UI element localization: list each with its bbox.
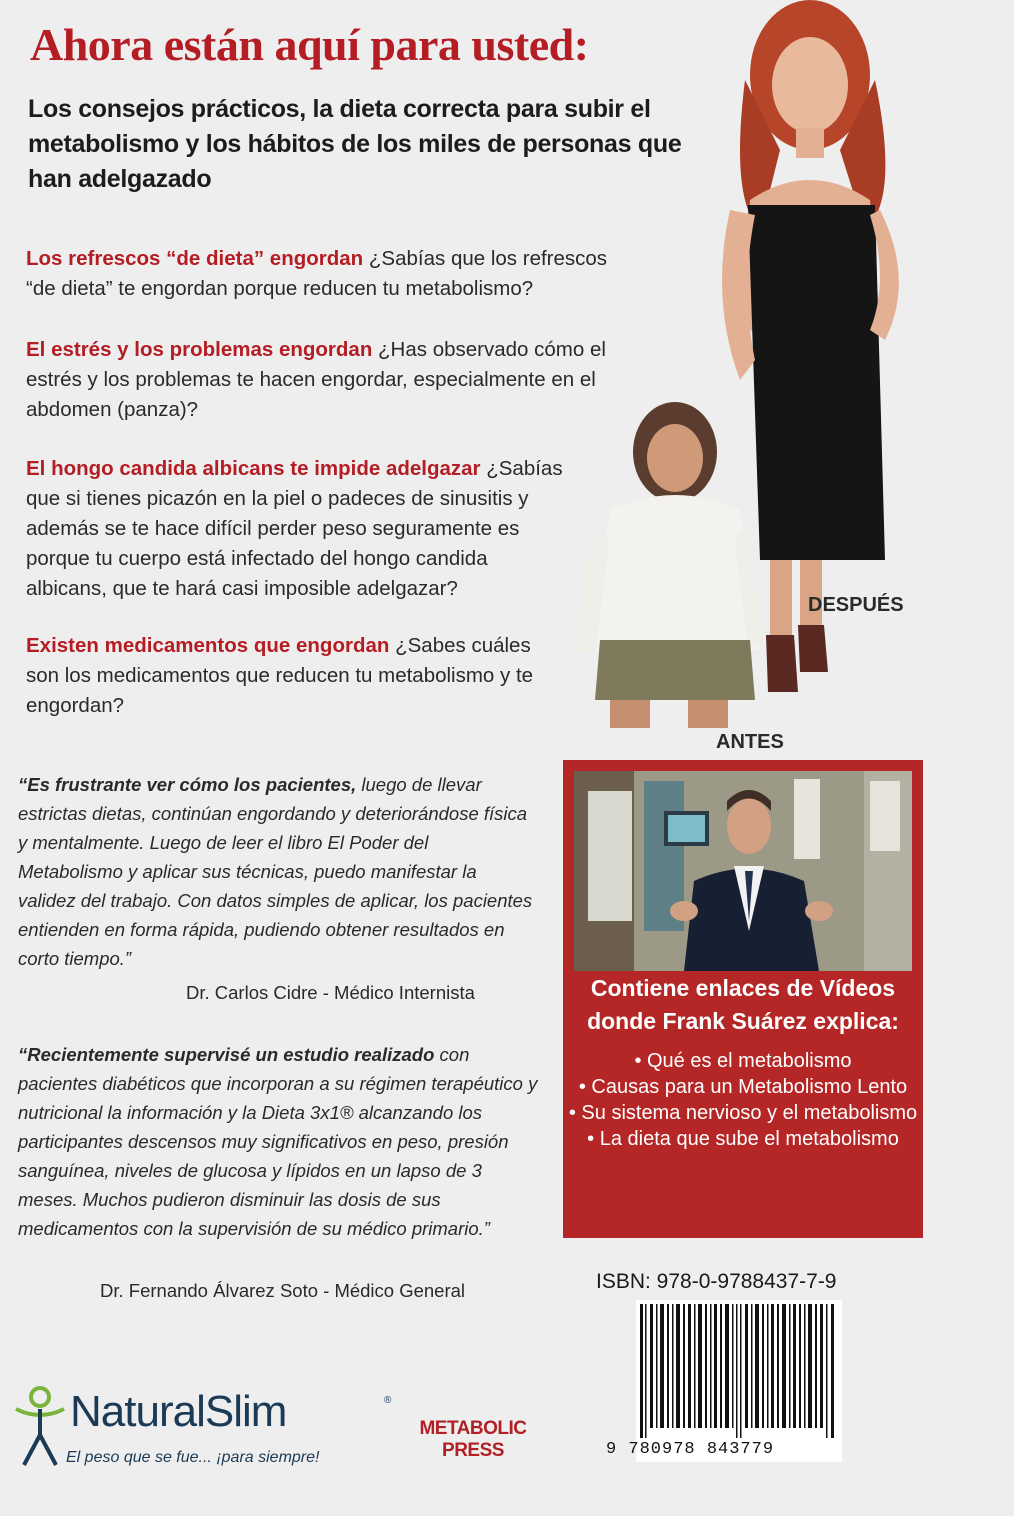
list-item: • Qué es el metabolismo — [634, 1050, 852, 1072]
naturalslim-logo — [12, 1385, 412, 1485]
testimonial-text: con pacientes diabéticos que incorporan a su régimen terapéutico y nutricional la información y la Dieta 3x1® alcanzando los participantes descensos muy significativos en peso, presión sanguínea, niveles de glucosa y lípidos en un lapso de 3 meses. Muchos pudieron disminuir las dosis de sus medicamentos con la supervisión de su médico primario.” — [18, 1044, 538, 1239]
testimonial-author: Dr. Fernando Álvarez Soto - Médico General — [100, 1280, 466, 1301]
point-body: ¿Sabes cuáles son los medicamentos que reducen tu metabolismo y te engordan? — [26, 634, 534, 717]
point-heading: El hongo candida albicans te impide adelgazar — [26, 457, 481, 480]
brand-registered-mark: ® — [384, 1395, 392, 1406]
brand-name: NaturalSlim — [70, 1387, 287, 1436]
person-icon — [12, 1385, 68, 1467]
video-topics-list — [563, 1048, 923, 1152]
isbn-label: ISBN: 978-0-9788437-7-9 — [596, 1270, 837, 1293]
point-body: ¿Sabías que si tienes picazón en la piel o padeces de sinusitis y además se te hace difícil perder peso seguramente es porque tu cuerpo está infectado del hongo candida albicans, que te hará casi imposible adelgazar? — [26, 457, 563, 600]
page-title: Ahora están aquí para usted: — [30, 19, 589, 70]
publisher-line1: METABOLIC — [419, 1418, 527, 1439]
before-photo — [570, 400, 770, 730]
testimonial-lead: “Es frustrante ver cómo los pacientes, — [18, 774, 357, 795]
point-heading: Los refrescos “de dieta” engordan — [26, 247, 364, 270]
barcode — [606, 1300, 842, 1462]
point-stress — [26, 335, 606, 425]
video-photo — [574, 771, 912, 971]
point-diet-soda — [26, 244, 616, 304]
point-candida — [26, 454, 566, 604]
video-panel — [563, 760, 923, 1238]
page-subtitle: Los consejos prácticos, la dieta correcta para subir el metabolismo y los hábitos de los miles de personas que han adelgazado — [28, 95, 682, 193]
point-heading: El estrés y los problemas engordan — [26, 338, 373, 361]
testimonial-2 — [18, 1040, 538, 1243]
point-heading: Existen medicamentos que engordan — [26, 634, 390, 657]
barcode-bars — [636, 1300, 842, 1438]
publisher-line2: PRESS — [442, 1440, 504, 1461]
publisher-logo — [418, 1418, 528, 1462]
list-item: • Causas para un Metabolismo Lento — [578, 1076, 908, 1098]
testimonial-text: luego de llevar estrictas dietas, continúan engordando y deteriorándose física y mentalmente. Luego de leer el libro El Poder del Metabolismo y aplicar sus técnicas, puedo manifestar la validez del trabajo. Con datos simples de aplicar, los pacientes entienden en forma rápida, pudiendo obtener resultados en corto tiempo.” — [18, 774, 533, 969]
testimonial-lead: “Recientemente supervisé un estudio realizado — [18, 1044, 435, 1065]
before-label: ANTES — [716, 731, 784, 753]
testimonial-author: Dr. Carlos Cidre - Médico Internista — [186, 982, 475, 1003]
after-label: DESPUÉS — [808, 594, 904, 616]
point-body: ¿Has observado cómo el estrés y los problemas te hacen engordar, especialmente en el abdomen (panza)? — [26, 338, 606, 421]
brand-tagline: El peso que se fue... ¡para siempre! — [66, 1449, 320, 1466]
point-medications — [26, 631, 546, 721]
video-panel-heading: Contiene enlaces de Vídeos donde Frank Suárez explica: — [587, 975, 899, 1034]
point-body: ¿Sabías que los refrescos “de dieta” te engordan porque reducen tu metabolismo? — [26, 247, 608, 300]
list-item: • La dieta que sube el metabolismo — [587, 1128, 899, 1150]
list-item: • Su sistema nervioso y el metabolismo — [568, 1102, 918, 1124]
testimonial-1 — [18, 770, 538, 973]
barcode-number: 9 780978 843779 — [606, 1440, 775, 1459]
